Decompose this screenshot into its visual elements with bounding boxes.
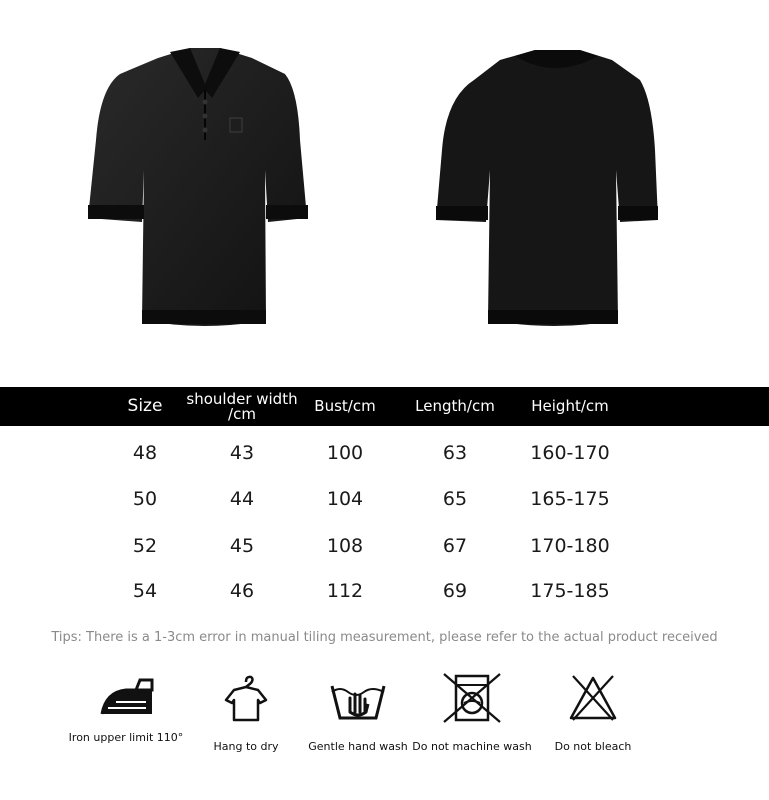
care-no-bleach-label: Do not bleach	[554, 740, 632, 753]
cell-height: 175-185	[530, 580, 610, 602]
cell-length: 67	[442, 535, 468, 557]
table-row	[0, 434, 769, 474]
size-table-header	[0, 387, 769, 426]
cell-height: 165-175	[530, 488, 610, 510]
header-height: Height/cm	[531, 397, 609, 415]
hand-wash-icon	[328, 672, 388, 724]
cell-bust: 100	[326, 442, 364, 464]
cell-bust: 108	[326, 535, 364, 557]
product-back-image	[430, 40, 680, 340]
header-shoulder-width: shoulder width /cm	[186, 389, 298, 423]
care-no-machine-wash	[412, 672, 532, 772]
cell-shoulder: 46	[229, 580, 255, 602]
care-hang-label: Hang to dry	[213, 740, 279, 753]
cell-shoulder: 43	[229, 442, 255, 464]
care-no-bleach	[533, 672, 653, 772]
cell-height: 160-170	[530, 442, 610, 464]
cell-bust: 104	[326, 488, 364, 510]
cell-length: 69	[442, 580, 468, 602]
care-iron	[66, 672, 186, 772]
cell-bust: 112	[326, 580, 364, 602]
table-row	[0, 527, 769, 567]
header-bust: Bust/cm	[314, 397, 376, 415]
care-hand-wash-label: Gentle hand wash	[308, 740, 408, 753]
table-row	[0, 572, 769, 612]
measurement-tips: Tips: There is a 1-3cm error in manual tiling measurement, please refer to the actual product received	[51, 630, 718, 645]
header-size: Size	[127, 396, 163, 416]
care-iron-label: Iron upper limit 110°	[68, 731, 184, 744]
care-hand-wash	[298, 672, 418, 772]
table-row	[0, 480, 769, 520]
cell-height: 170-180	[530, 535, 610, 557]
no-bleach-icon	[563, 672, 623, 724]
no-machine-wash-icon	[442, 672, 502, 724]
cell-shoulder: 44	[229, 488, 255, 510]
cell-shoulder: 45	[229, 535, 255, 557]
product-front-image	[80, 40, 330, 340]
care-no-machine-wash-label: Do not machine wash	[412, 740, 532, 753]
header-length: Length/cm	[415, 397, 495, 415]
cell-size: 54	[132, 580, 158, 602]
care-hang	[186, 672, 306, 772]
cell-length: 65	[442, 488, 468, 510]
cell-size: 48	[132, 442, 158, 464]
cell-length: 63	[442, 442, 468, 464]
hanger-icon	[216, 672, 276, 724]
cell-size: 52	[132, 535, 158, 557]
iron-icon	[96, 672, 156, 724]
cell-size: 50	[132, 488, 158, 510]
